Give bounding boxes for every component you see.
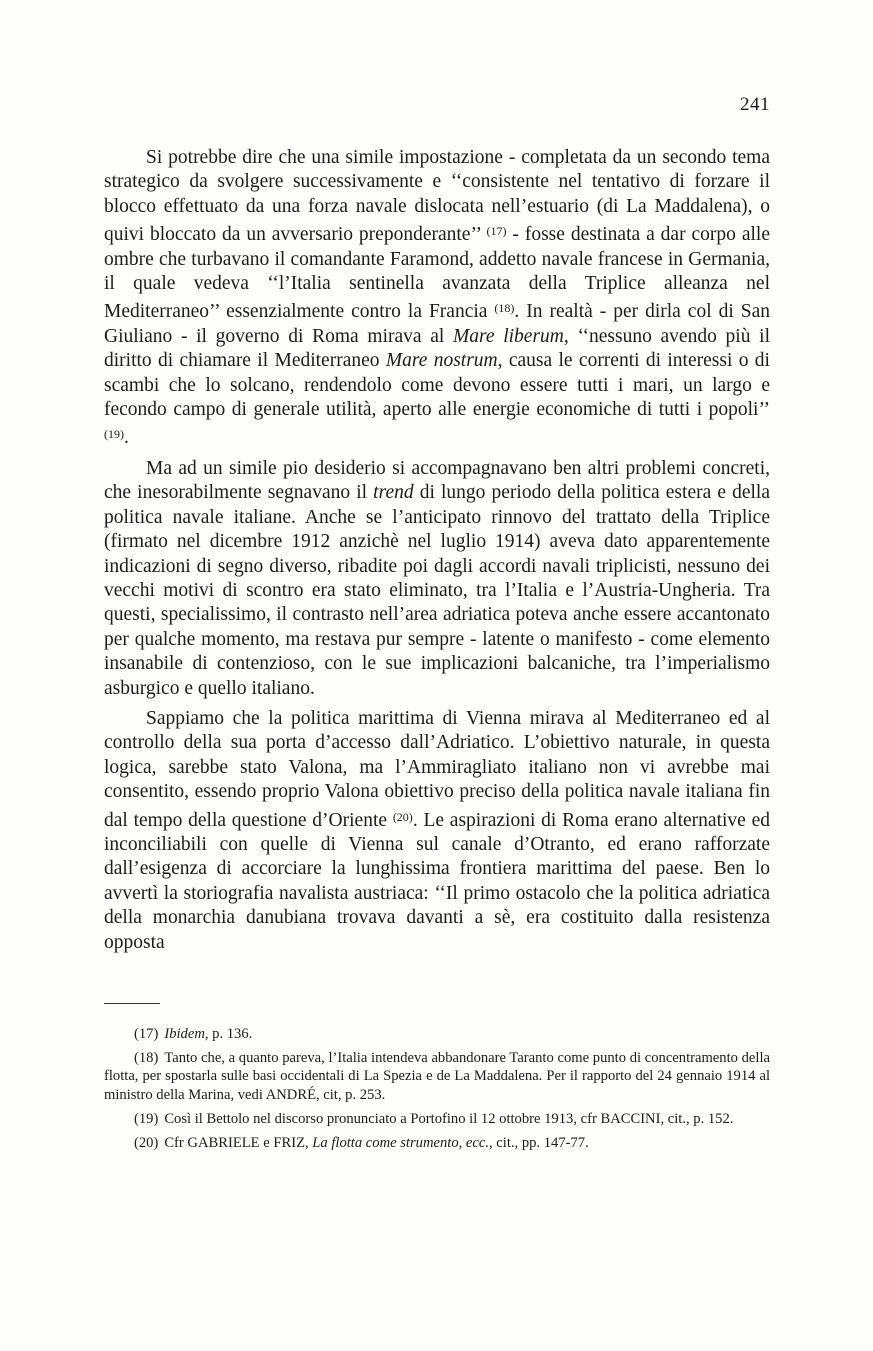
page-number: 241 (740, 94, 770, 115)
footnote-text: , p. 136. (204, 1026, 253, 1042)
footnote-ref-19[interactable]: (19) (104, 427, 124, 442)
text-run: Si potrebbe dire che una simile impostazione - completata da un secondo tema strategico da svolgere successivamente e ‘‘consistente nel tentativo di forzare il blocco effettuato da una forza navale dislocata nell’estuario (di La Maddalena), o quivi bloccato da un avversario preponderante’’ (104, 147, 770, 246)
footnote-text: Così il Bettolo nel discorso pronunciato a Portofino il 12 ottobre 1913, cfr BACCINI, cit., p. 152. (164, 1110, 734, 1127)
footnote-number: (19) (134, 1110, 159, 1127)
text-run: , causa le correnti di interessi o di scambi che lo solcano, rendendolo come devono essere tutti i mari, un largo e fecondo campo di generale utilità, aperto alle energie economiche di tutti i popoli’’ (104, 350, 770, 421)
main-text (104, 146, 770, 961)
footnote-number: (20) (134, 1135, 159, 1152)
footnote-ref-20[interactable]: (20) (392, 809, 413, 824)
footnote-ref-18[interactable]: (18) (494, 301, 515, 316)
text-run: Ma ad un simile pio desiderio si accompagnavano ben altri problemi concreti, che inesorabilmente segnavano il (104, 457, 770, 504)
footnote-italic: Ibidem (164, 1026, 205, 1042)
text-run: , ‘‘nessuno avendo più il diritto di chiamare il Mediterraneo (104, 325, 770, 372)
text-run: di lungo periodo della politica estera e della politica navale italiane. Anche se l’anticipato rinnovo del trattato della Triplice (firmato nel dicembre 1912 anzichè nel luglio 1914) aveva dato apparentemente indicazioni di segno diverso, ribadite poi dagli accordi navali triplicisti, nessuno dei vecchi motivi di scontro era stato eliminato, tra l’Italia e l’Austria-Ungheria. Tra questi, specialissimo, il contrasto nell’area adriatica poteva anche essere accantonato per qualche momento, ma restava pur sempre - latente o manifesto - come elemento insanabile di contenzioso, con le sue implicazioni balcaniche, tra l’imperialismo asburgico e quello italiano. (104, 482, 771, 699)
footnote-19 (104, 1110, 770, 1128)
text-run: . In realtà - per dirla col di San Giuliano - il governo di Roma mirava al (104, 301, 771, 347)
italic-term: Mare nostrum (385, 350, 498, 372)
footnote-italic: La flotta come strumento, ecc. (312, 1135, 489, 1152)
text-run: . (124, 427, 129, 449)
text-run: Sappiamo che la politica marittima di Vienna mirava al Mediterraneo ed al controllo della sua porta d’accesso dall’Adriatico. L’obiettivo naturale, in questa logica, sarebbe stato Valona, ma l’Ammiragliato italiano non vi avrebbe mai consentito, essendo proprio Valona obiettivo preciso della politica navale italiana fin dal tempo della questione d’Oriente (104, 707, 770, 831)
footnote-20 (104, 1134, 770, 1152)
footnotes (104, 1025, 770, 1158)
footnote-divider (104, 1003, 160, 1004)
footnote-18 (104, 1049, 770, 1104)
footnote-text: Cfr GABRIELE e FRIZ, (164, 1135, 313, 1152)
italic-term: Mare liberum (453, 325, 564, 347)
footnote-text: Tanto che, a quanto pareva, l’Italia intendeva abbandonare Taranto come punto di concentramento della flotta, per spostarla sulle basi occidentali di La Spezia e de La Maddalena. Per il rapporto del 24 gennaio 1914 al ministro della Marina, vedi ANDRÉ, cit, p. 253. (104, 1050, 770, 1103)
footnote-text: , cit., pp. 147-77. (489, 1135, 589, 1152)
footnote-number: (18) (134, 1050, 159, 1067)
text-run: . Le aspirazioni di Roma erano alternative ed inconciliabili con quelle di Vienna sul canale d’Otranto, ed erano rafforzate dall’esigenza di accorciare la lunghissima frontiera marittima del paese. Ben lo avvertì la storiografia navalista austriaca: ‘‘Il primo ostacolo che la politica adriatica della monarchia danubiana trovava davanti a sè, era costituito dalla resistenza opposta (104, 809, 770, 953)
footnote-number: (17) (134, 1026, 159, 1042)
italic-term: trend (373, 482, 414, 504)
text-run: - fosse destinata a dar corpo alle ombre che turbavano il comandante Faramond, addetto navale francese in Germania, il quale vedeva ‘‘l’Italia sentinella avanzata della Triplice alleanza nel Mediterraneo’’ essenzialmente contro la Francia (104, 224, 770, 323)
footnote-ref-17[interactable]: (17) (486, 224, 507, 239)
paragraph-2 (104, 457, 770, 701)
paragraph-1 (104, 146, 770, 451)
paragraph-3 (104, 707, 770, 955)
footnote-17 (104, 1025, 770, 1043)
